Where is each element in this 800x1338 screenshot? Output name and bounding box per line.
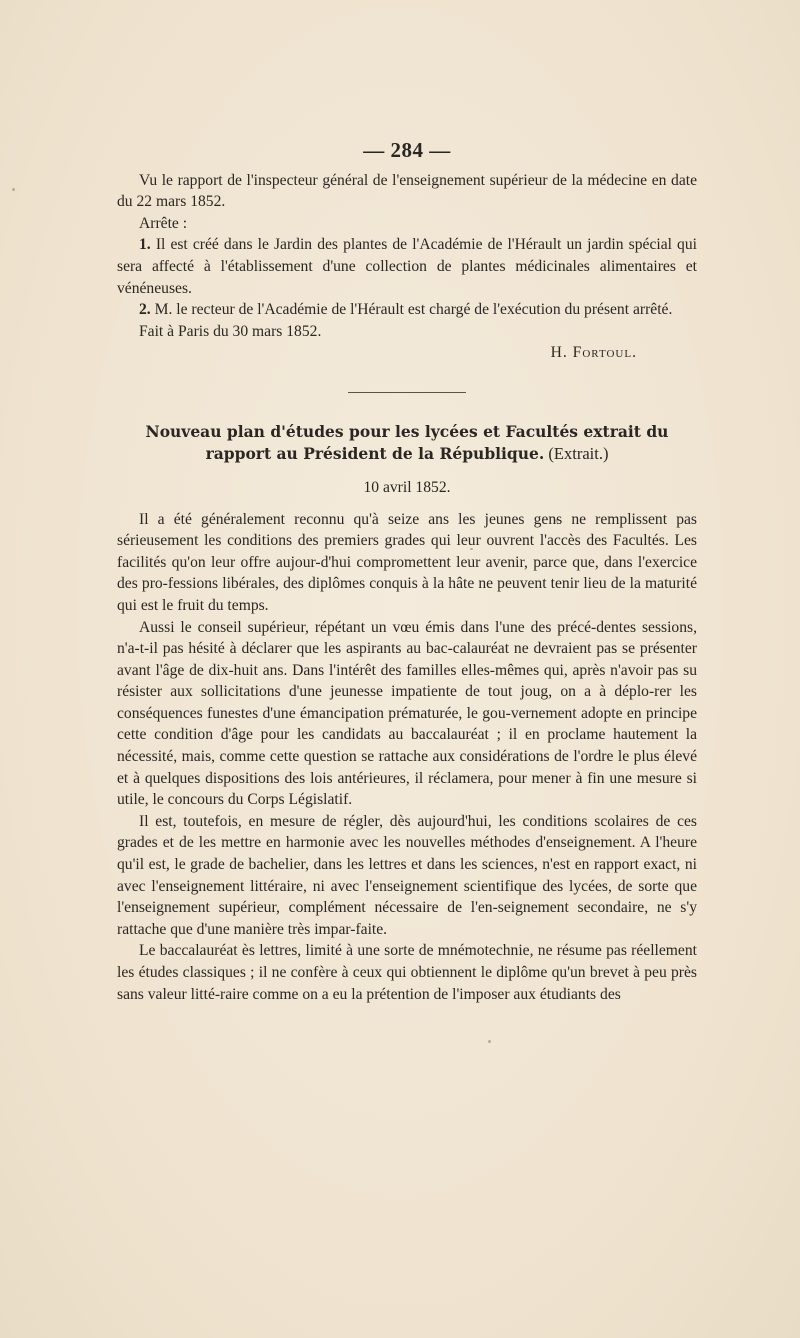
article-2 <box>117 299 697 321</box>
paper-speck <box>12 188 15 191</box>
article-1 <box>117 234 697 299</box>
paper-speck <box>488 1040 491 1043</box>
body-paragraph-1: Il a été généralement reconnu qu'à seize ans les jeunes gens ne remplissent pas sérieusement les conditions des premiers grades qui leur ouvrent l'accès des Facultés. Les facilités qu'on leur offre aujour-d'hui compromettent leur avenir, parce que, dans l'exercice des pro-fessions libérales, des diplômes conquis à la hâte ne peuvent tenir lieu de la maturité qui est le fruit du temps. <box>117 510 697 614</box>
article-1-text: Il est créé dans le Jardin des plantes de l'Académie de l'Hérault un jardin spécial qui sera affecté à l'établissement d'une collection de plantes médicinales alimentaires et vénéneuses. <box>117 236 697 297</box>
section-date: 10 avril 1852. <box>363 478 451 496</box>
article-2-text: M. le recteur de l'Académie de l'Hérault est chargé de l'exécution du présent arrêté. <box>154 301 673 319</box>
page-number: — 284 — <box>363 138 451 162</box>
section-title-extract: (Extrait.) <box>548 443 609 463</box>
article-1-number: 1. <box>139 236 151 254</box>
article-2-number: 2. <box>139 301 151 319</box>
body-paragraph-2: Aussi le conseil supérieur, répétant un vœu émis dans l'une des précé-dentes sessions, n'a-t-il pas hésité à déclarer que les aspirants au bac-calauréat ne devraient pas se présenter avant l'âge de dix-huit ans. Dans l'intérêt des familles elles-mêmes qui, après n'avoir pas su résister aux sollicitations d'une jeunesse impatiente de tout joug, on a à déplo-rer les conséquences funestes d'une émancipation prématurée, le gou-vernement adopte en principe cette condition d'âge pour les candidats au baccalauréat ; il en proclame hautement la nécessité, mais, comme cette question se rattache aux considérations de l'ordre le plus élevé et à quelques dispositions des lois antérieures, il réclamera, pour mener à fin une mesure si utile, le concours du Corps Législatif. <box>117 618 697 809</box>
body-paragraph-3: Il est, toutefois, en mesure de régler, dès aujourd'hui, les conditions scolaires de ces grades et de les mettre en harmonie avec les nouvelles méthodes d'enseignement. A l'heure qu'il est, le grade de bachelier, dans les lettres et dans les sciences, n'est en rapport exact, ni avec l'enseignement littéraire, ni avec l'enseignement scientifique des lycées, de sorte que l'enseignement supérieur, complément nécessaire de l'en-seignement secondaire, ne s'y rattache que d'une manière très impar-faite. <box>117 812 697 938</box>
signature: H. Fortoul. <box>550 344 637 362</box>
place-date-line: Fait à Paris du 30 mars 1852. <box>139 322 322 340</box>
arrete-line: Arrête : <box>139 214 188 232</box>
body-paragraph-4: Le baccalauréat ès lettres, limité à une sorte de mnémotechnie, ne résume pas réellement les études classiques ; il ne confère à ceux qui obtiennent le diplôme qu'un brevet à peu près sans valeur litté-raire comme on a eu la prétention de l'imposer aux étudiants des <box>117 942 697 1003</box>
text-block <box>117 140 697 1005</box>
section-divider <box>348 392 466 393</box>
preamble-paragraph: Vu le rapport de l'inspecteur général de l'enseignement supérieur de la médecine en date du 22 mars 1852. <box>117 171 697 211</box>
section-heading <box>117 421 697 465</box>
section-title: Nouveau plan d'études pour les lycées et Facultés extrait du rapport au Président de la République. <box>145 421 669 463</box>
